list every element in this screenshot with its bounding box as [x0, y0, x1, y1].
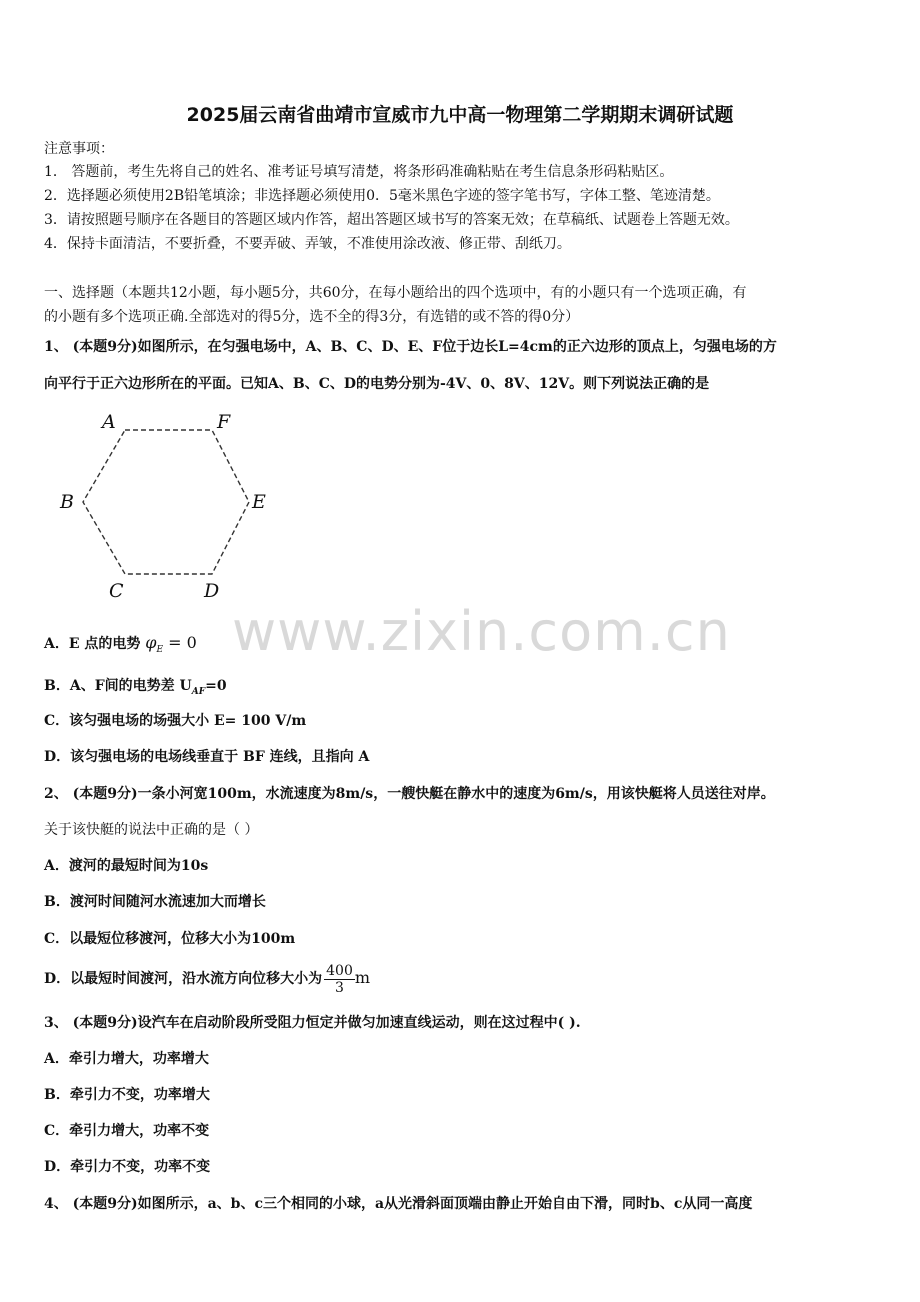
hexagon-figure	[52, 405, 282, 605]
hexagon-shape	[83, 430, 249, 574]
q1-option-c: C．该匀强电场的场强大小 E= 100 V/m	[44, 713, 307, 729]
q3-option-a: A．牵引力增大，功率增大	[44, 1051, 209, 1067]
fraction-denominator: 3	[335, 979, 344, 996]
q1-option-a-prefix: A．	[44, 636, 69, 652]
question-2-line1: 2、 (本题9分)一条小河宽100m，水流速度为8m/s，一艘快艇在静水中的速度为6m/s，用该快艇将人员送往对岸。	[44, 786, 775, 802]
fraction-numerator: 400	[326, 962, 353, 979]
question-4-line1: 4、 (本题9分)如图所示，a、b、c三个相同的小球，a从光滑斜面顶端由静止开始自由下滑，同时b、c从同一高度	[44, 1196, 753, 1212]
vertex-label-c: C	[109, 580, 124, 602]
q1-option-b-prefix: B．	[44, 678, 70, 694]
q2-option-d-unit: m	[354, 968, 371, 987]
q1-option-a-value: = 0	[163, 633, 197, 652]
q1-option-b-text: A、F间的电势差 U	[69, 678, 192, 694]
q1-option-a-text: E 点的电势	[68, 636, 141, 652]
notes-heading: 注意事项：	[44, 141, 114, 157]
q3-option-c: C．牵引力增大，功率不变	[44, 1123, 210, 1139]
question-2-line2: 关于该快艇的说法中正确的是（ ）	[44, 822, 259, 838]
note-item-4: 4．保持卡面清洁，不要折叠，不要弄破、弄皱，不准使用涂改液、修正带、刮纸刀。	[44, 236, 571, 252]
q1-option-d: D．该匀强电场的电场线垂直于 BF 连线，且指向 A	[44, 749, 370, 765]
q2-option-d-text: D．以最短时间渡河，沿水流方向位移大小为	[44, 971, 323, 987]
question-1-line2: 向平行于正六边形所在的平面。已知A、B、C、D的电势分别为-4V、0、8V、12V。则下列说法正确的是	[44, 376, 710, 392]
q1-option-a-sub: E	[156, 644, 164, 655]
q1-option-a	[44, 633, 197, 660]
note-item-3: 3．请按照题号顺序在各题目的答题区域内作答，超出答题区域书写的答案无效；在草稿纸、试题卷上答题无效。	[44, 212, 739, 228]
question-1-line1: 1、 (本题9分)如图所示，在匀强电场中，A、B、C、D、E、F位于边长L=4cm的正六边形的顶点上，匀强电场的方	[44, 339, 777, 355]
q1-option-a-phi: φ	[145, 633, 157, 652]
vertex-label-b: B	[60, 491, 74, 513]
q3-option-b: B．牵引力不变，功率增大	[44, 1087, 210, 1103]
q2-option-d	[44, 958, 370, 999]
q1-option-b	[44, 676, 227, 702]
vertex-label-a: A	[102, 411, 116, 433]
section-heading-line2: 的小题有多个选项正确.全部选对的得5分，选不全的得3分，有选错的或不答的得0分）	[44, 309, 580, 325]
q3-option-d: D．牵引力不变，功率不变	[44, 1159, 211, 1175]
page-title: 2025届云南省曲靖市宣威市九中高一物理第二学期期末调研试题	[186, 104, 734, 126]
fraction	[324, 963, 355, 996]
note-item-2: 2．选择题必须使用2B铅笔填涂；非选择题必须使用0．5毫米黑色字迹的签字笔书写，字体工整、笔迹清楚。	[44, 188, 720, 204]
section-heading-line1: 一、选择题（本题共12小题，每小题5分，共60分，在每小题给出的四个选项中，有的小题只有一个选项正确，有	[44, 285, 747, 301]
q2-option-a: A．渡河的最短时间为10s	[44, 858, 209, 874]
q1-option-b-value: =0	[205, 678, 227, 694]
vertex-label-e: E	[252, 491, 266, 513]
watermark: www.zixin.com.cn	[232, 600, 731, 663]
q1-option-b-sub: AF	[191, 686, 206, 697]
q2-option-b: B．渡河时间随河水流速加大而增长	[44, 894, 266, 910]
note-item-1: 1． 答题前，考生先将自己的姓名、准考证号填写清楚，将条形码准确粘贴在考生信息条形码粘贴区。	[44, 164, 674, 180]
vertex-label-d: D	[204, 580, 220, 602]
q2-option-c: C．以最短位移渡河，位移大小为100m	[44, 931, 296, 947]
question-3-line1: 3、 (本题9分)设汽车在启动阶段所受阻力恒定并做匀加速直线运动，则在这过程中( ).	[44, 1015, 581, 1031]
vertex-label-f: F	[217, 411, 231, 433]
